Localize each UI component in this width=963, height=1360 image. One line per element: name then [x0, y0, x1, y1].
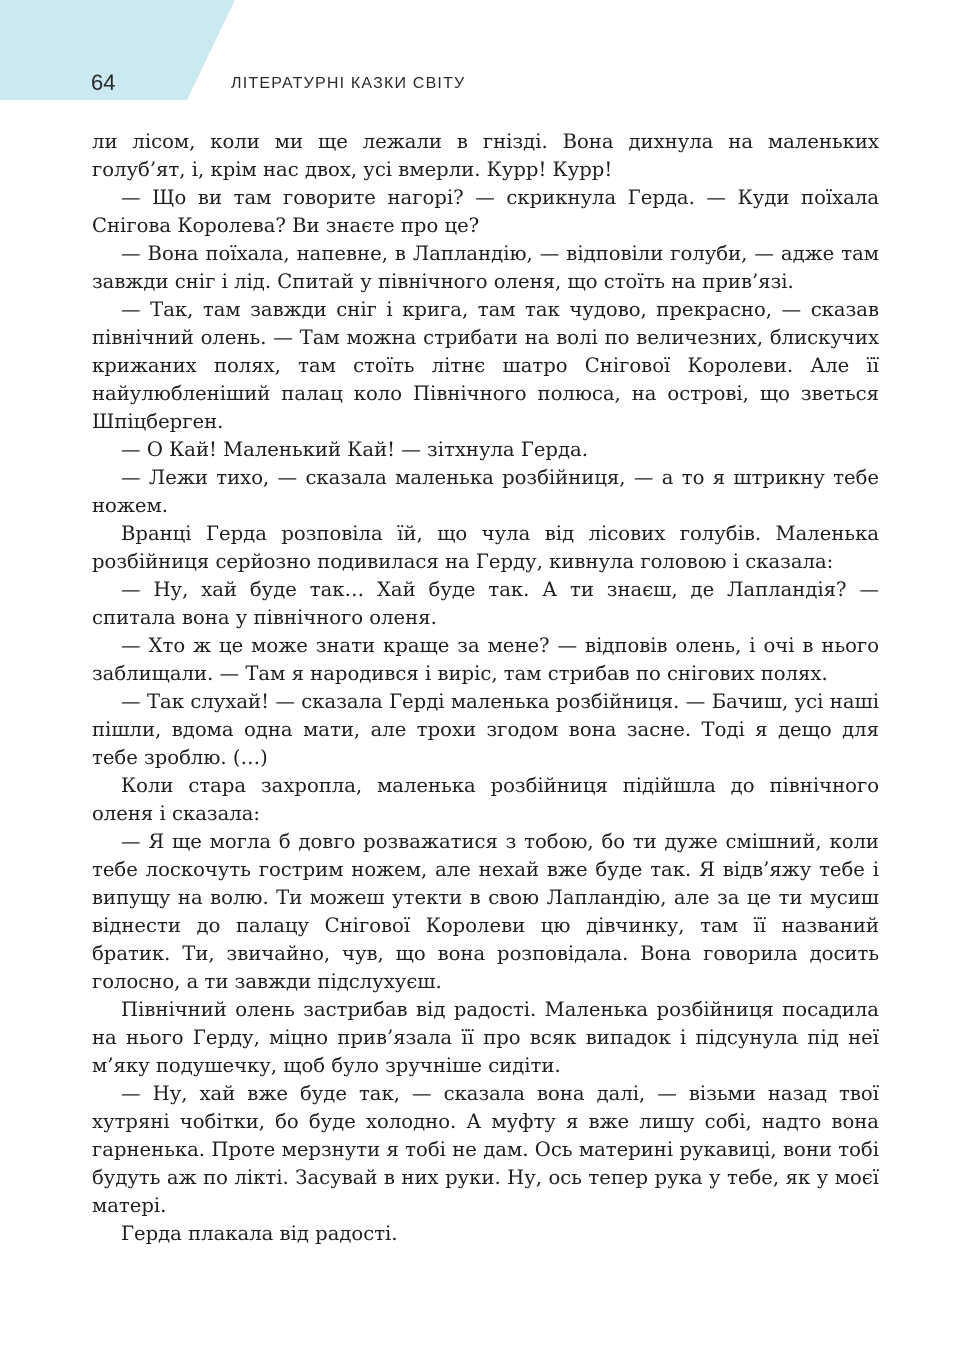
paragraph: — Вона поїхала, напевне, в Лапландію, — відповіли голуби, — адже там завжди сніг і лід. Спитай у північного оленя, що стоїть на прив’язі.: [92, 242, 879, 293]
paragraph: — Ну, хай буде так… Хай буде так. А ти знаєш, де Лапландія? — спитала вона у північного оленя.: [92, 578, 879, 629]
paragraph: — Ну, хай вже буде так, — сказала вона далі, — візьми назад твої хутряні чобітки, бо буде холодно. А муфту я вже лишу собі, надто вона гарненька. Проте мерзнути я тобі не дам. Ось материні рукавиці, вони тобі будуть аж по лікті. Засувай в них руки. Ну, ось тепер рука у тебе, як у моєї матері.: [92, 1082, 879, 1217]
paragraph: — Що ви там говорите нагорі? — скрикнула Герда. — Куди поїхала Снігова Королева? Ви знаєте про це?: [92, 186, 879, 237]
paragraph: — Так слухай! — сказала Герді маленька розбійниця. — Бачиш, усі наші пішли, вдома одна мати, але трохи згодом вона засне. Тоді я дещо для тебе зроблю. (…): [92, 690, 879, 769]
story-text: [92, 128, 879, 1248]
paragraph: Вранці Герда розповіла їй, що чула від лісових голубів. Маленька розбійниця серйозно подивилася на Герду, кивнула головою і сказала:: [92, 522, 879, 573]
page-number: 64: [91, 70, 116, 95]
corner-tab-decoration: [0, 0, 235, 100]
paragraph: ли лісом, коли ми ще лежали в гнізді. Вона дихнула на маленьких голуб’ят, і, крім нас двох, усі вмерли. Курр! Курр!: [92, 130, 879, 181]
paragraph: Коли стара захропла, маленька розбійниця підійшла до північного оленя і сказала:: [92, 774, 879, 825]
paragraph: — Лежи тихо, — сказала маленька розбійниця, — а то я штрикну тебе ножем.: [92, 466, 879, 517]
running-header: ЛІТЕРАТУРНІ КАЗКИ СВІТУ: [231, 75, 466, 92]
paragraph: — Так, там завжди сніг і крига, там так чудово, прекрасно, — сказав північний олень. — Там можна стрибати на волі по величезних, блискучих крижаних полях, там стоїть літнє шатро Снігової Королеви. Але її найулюбленіший палац коло Північного полюса, на острові, що зветься Шпіцберген.: [92, 298, 879, 433]
paragraph: — Я ще могла б довго розважатися з тобою, бо ти дуже смішний, коли тебе лоскочуть гострим ножем, але нехай вже буде так. Я відв’яжу тебе і випущу на волю. Ти можеш утекти в свою Лапландію, але за це ти мусиш віднести до палацу Снігової Королеви цю дівчинку, там її названий братик. Ти, звичайно, чув, що вона розповідала. Вона говорила досить голосно, а ти завжди підслухуєш.: [92, 830, 879, 993]
paragraph: Герда плакала від радості.: [121, 1222, 398, 1245]
paragraph: Північний олень застрибав від радості. Маленька розбійниця посадила на нього Герду, міцно прив’язала її про всяк випадок і підсунула під неї м’яку подушечку, щоб було зручніше сидіти.: [92, 998, 879, 1077]
paragraph: — О Кай! Маленький Кай! — зітхнула Герда.: [121, 438, 588, 461]
paragraph: — Хто ж це може знати краще за мене? — відповів олень, і очі в нього заблищали. — Там я народився і виріс, там стрибав по снігових полях.: [92, 634, 879, 685]
